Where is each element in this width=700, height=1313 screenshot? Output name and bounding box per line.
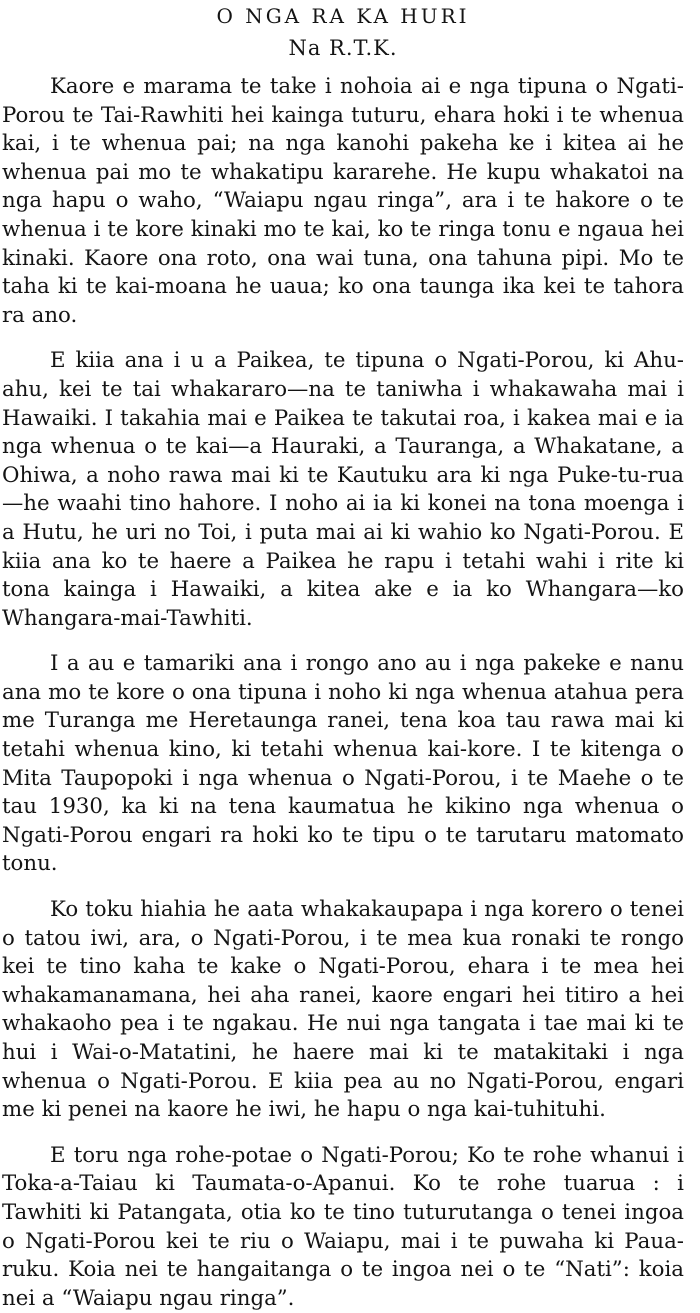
author-byline: Na R.T.K. [288, 36, 398, 60]
paragraph: E toru nga rohe-potae o Ngati-Porou; Ko te rohe whanui i Toka-a-Taiau ki Taumata-o-Apanui. Ko te rohe tuarua : i Tawhiti ki Patangata, otia ko te tino tuturutanga o tenei ingoa o Ngati-Porou kei te riu o Waiapu, mai i te puwaha ki Pauaruku. Koia nei te hangaitanga o te ingoa nei o te “Nati”: koia nei a “Waiapu ngau ringa”. [2, 1142, 684, 1311]
article-body [2, 73, 684, 1313]
paragraph: I a au e tamariki ana i rongo ano au i nga pakeke e nanu ana mo te kore o ona tipuna i noho ki nga whenua atahua pera me Turanga me Heretaunga ranei, tena koa tau rawa mai ki tetahi whenua kino, ki tetahi whenua kai-kore. I te kitenga o Mita Taupopoki i nga whenua o Ngati-Porou, i te Maehe o te tau 1930, ka ki na tena kaumatua he kikino nga whenua o Ngati-Porou engari ra hoki ko te tipu o te tarutaru matomato tonu. [2, 651, 684, 877]
paragraph: Kaore e marama te take i nohoia ai e nga tipuna o Ngati-Porou te Tai-Rawhiti hei kainga tuturu, ehara hoki i te whenua kai, i te whenua pai; na nga kanohi pakeha ke i kitea ai he whenua pai mo te whakatipu kararehe. He kupu whakatoi na nga hapu o waho, “Waiapu ngau ringa”, ara i te hakore o te whenua i te kore kinaki mo te kai, ko te ringa tonu e ngaua hei kinaki. Kaore ona roto, ona wai tuna, ona tahuna pipi. Mo te taha ki te kai-moana he uaua; ko ona taunga ika kei te tahora ra ano. [2, 74, 684, 328]
paragraph: Ko toku hiahia he aata whakakaupapa i nga korero o tenei o tatou iwi, ara, o Ngati-Porou, i te mea kua ronaki te rongo kei te tino kaha te kake o Ngati-Porou, ehara i te mea hei whakamanamana, hei aha ranei, kaore engari hei titiro a hei whakaoho pea i te ngakau. He nui nga tangata i tae mai ki te hui i Wai-o-Matatini, he haere mai ki te matakitaki i nga whenua o Ngati-Porou. E kiia pea au no Ngati-Porou, engari me ki penei na kaore he iwi, he hapu o nga kai-tuhituhi. [2, 897, 684, 1123]
page-title: O NGA RA KA HURI [216, 4, 470, 28]
paragraph: E kiia ana i u a Paikea, te tipuna o Ngati-Porou, ki Ahuahu, kei te tai whakararo—na te taniwha i whakawaha mai i Hawaiki. I takahia mai e Paikea te takutai roa, i kakea mai e ia nga whenua o te kai—a Hauraki, a Tauranga, a Whakatane, a Ohiwa, a noho rawa mai ki te Kautuku ara ki nga Puke-tu-rua—he waahi tino hahore. I noho ai ia ki konei na tona moenga i a Hutu, he uri no Toi, i puta mai ai ki wahio ko Ngati-Porou. E kiia ana ko te haere a Paikea he rapu i tetahi wahi i rite ki tona kainga i Hawaiki, a kitea ake e ia ko Whangara—ko Whangara-mai-Tawhiti. [2, 348, 684, 631]
